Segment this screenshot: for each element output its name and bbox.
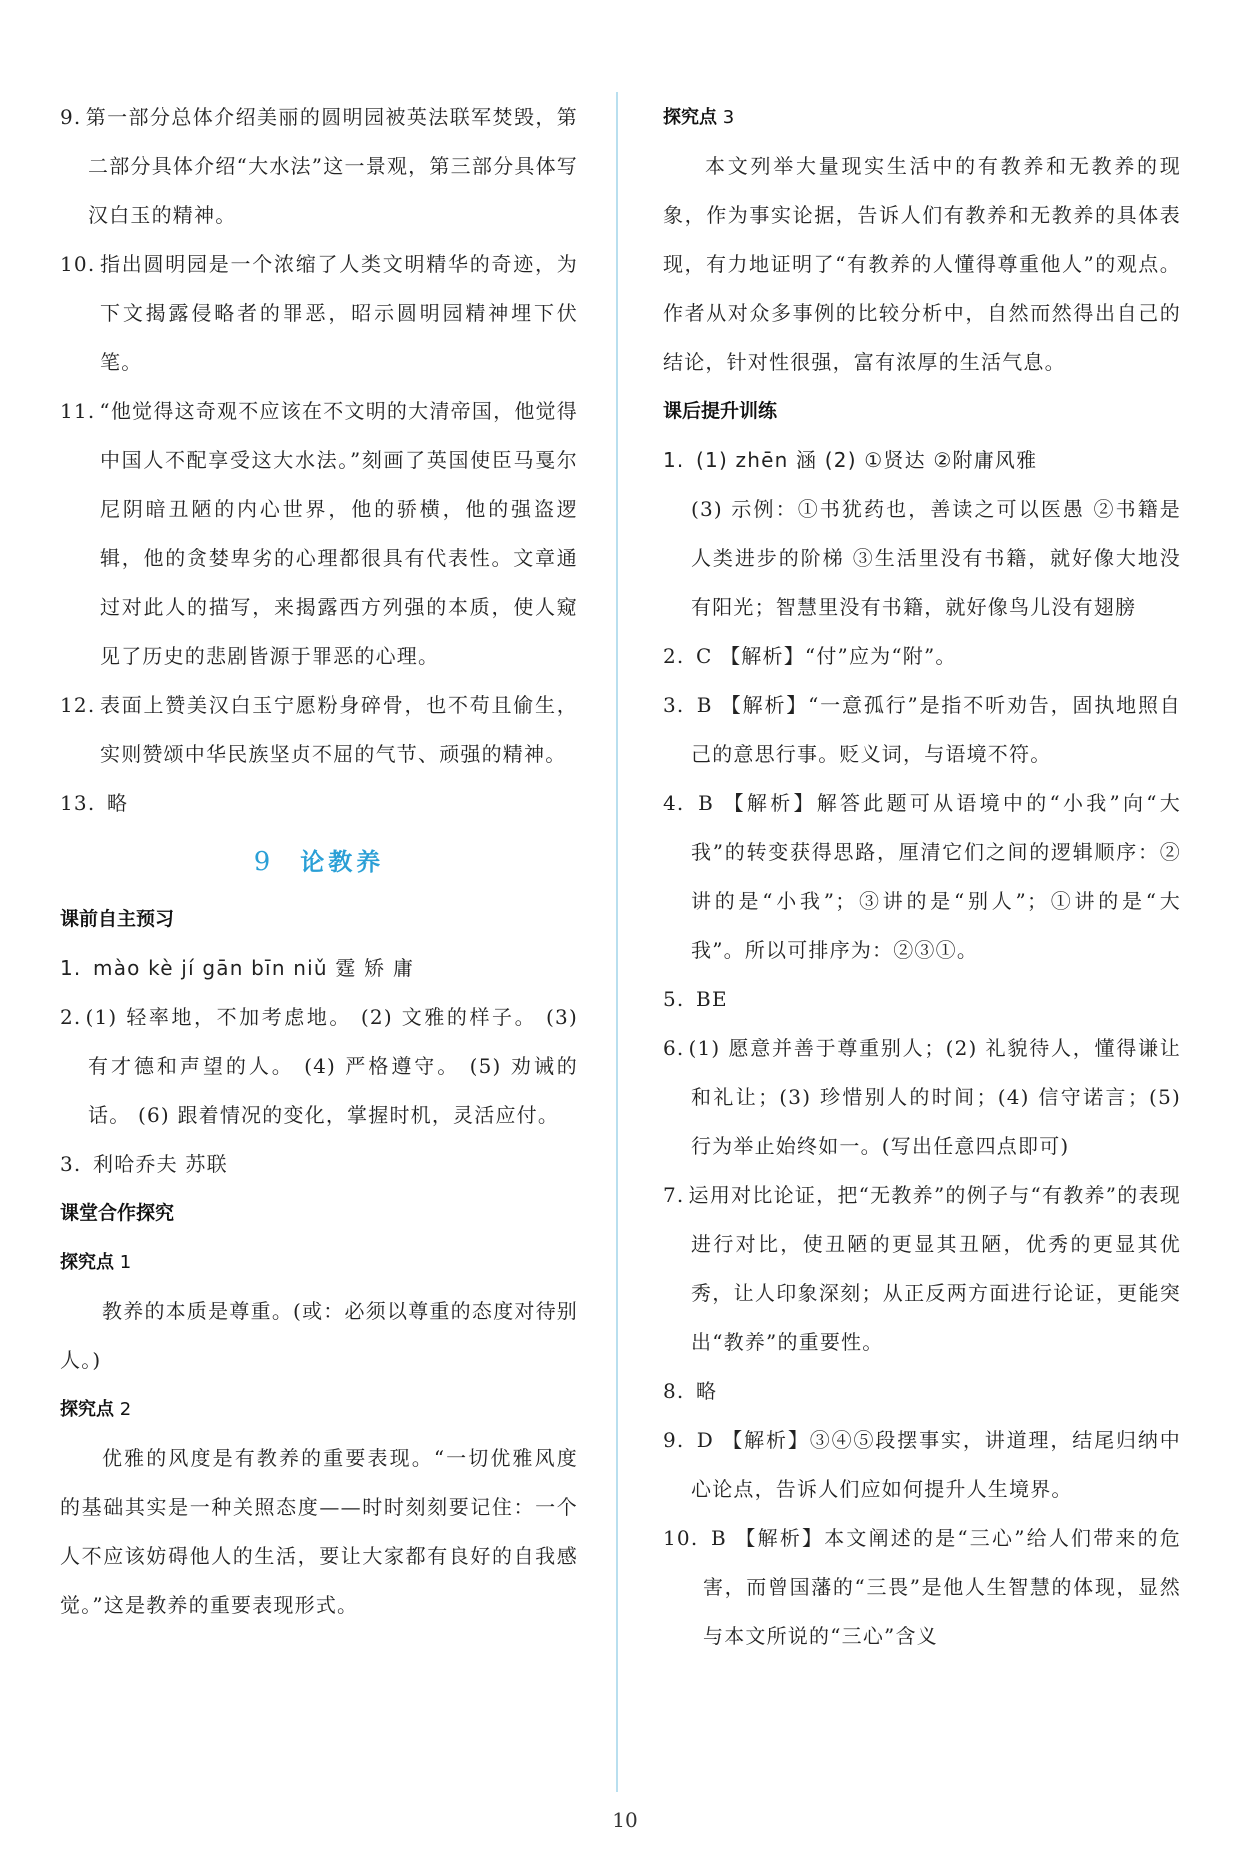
lesson-number: 9 (253, 847, 271, 877)
left-column (60, 93, 578, 1630)
answer-13: 13. 略 (60, 791, 129, 815)
after-answer-2: 2. C 【解析】“付”应为“附”。 (663, 644, 957, 668)
after-answer-4: 4. B 【解析】解答此题可从语境中的“小我”向“大我”的转变获得思路，厘清它们之间的逻辑顺序：②讲的是“小我”；③讲的是“别人”；①讲的是“大我”。所以可排序为：②③①。 (663, 791, 1181, 962)
answer-12: 12. 表面上赞美汉白玉宁愿粉身碎骨，也不苟且偷生，实则赞颂中华民族坚贞不屈的气节、顽强的精神。 (60, 693, 578, 766)
answer-10: 10. 指出圆明园是一个浓缩了人类文明精华的奇迹，为下文揭露侵略者的罪恶，昭示圆明园精神埋下伏笔。 (60, 252, 578, 374)
right-column (663, 93, 1181, 1661)
preview-answer-2: 2. (1) 轻率地，不加考虑地。 (2) 文雅的样子。 (3) 有才德和声望的人。 (4) 严格遵守。 (5) 劝诫的话。 (6) 跟着情况的变化，掌握时机，灵活应付。 (60, 1005, 578, 1127)
after-answer-10: 10. B 【解析】本文阐述的是“三心”给人们带来的危害，而曾国藩的“三畏”是他人生智慧的体现，显然与本文所说的“三心”含义 (663, 1526, 1181, 1648)
explore-point-2-text: 优雅的风度是有教养的重要表现。“一切优雅风度的基础其实是一种关照态度——时时刻刻要记住：一个人不应该妨碍他人的生活，要让大家都有良好的自我感觉。”这是教养的重要表现形式。 (60, 1446, 578, 1617)
page-number: 10 (612, 1808, 638, 1832)
column-divider (616, 92, 618, 1792)
after-class-heading: 课后提升训练 (663, 400, 778, 422)
after-answer-5: 5. BE (663, 987, 728, 1011)
after-answer-1: 1. (1) zhēn 涵 (2) ①贤达 ②附庸风雅 (663, 448, 1038, 472)
explore-heading: 课堂合作探究 (60, 1202, 175, 1224)
explore-point-1-text: 教养的本质是尊重。(或：必须以尊重的态度对待别人。) (60, 1299, 578, 1372)
after-answer-9: 9. D 【解析】③④⑤段摆事实，讲道理，结尾归纳中心论点，告诉人们应如何提升人生境界。 (663, 1428, 1181, 1501)
after-answer-7: 7. 运用对比论证，把“无教养”的例子与“有教养”的表现进行对比，使丑陋的更显其丑陋，优秀的更显其优秀，让人印象深刻；从正反两方面进行论证，更能突出“教养”的重要性。 (663, 1183, 1181, 1354)
after-answer-6: 6. (1) 愿意并善于尊重别人；(2) 礼貌待人，懂得谦让和礼让；(3) 珍惜别人的时间；(4) 信守诺言；(5) 行为举止始终如一。(写出任意四点即可) (663, 1036, 1181, 1158)
preview-answer-1: 1. mào kè jí gān bīn niǔ 霆 矫 庸 (60, 956, 415, 980)
after-answer-1-part3: (3) 示例：①书犹药也，善读之可以医愚 ②书籍是人类进步的阶梯 ③生活里没有书籍，就好像大地没有阳光；智慧里没有书籍，就好像鸟儿没有翅膀 (691, 497, 1181, 619)
after-answer-8: 8. 略 (663, 1379, 718, 1403)
answer-9: 9. 第一部分总体介绍美丽的圆明园被英法联军焚毁，第二部分具体介绍“大水法”这一景观，第三部分具体写汉白玉的精神。 (60, 105, 578, 227)
lesson-title (60, 832, 578, 895)
explore-point-2-label: 探究点 2 (60, 1399, 132, 1420)
explore-point-3-text: 本文列举大量现实生活中的有教养和无教养的现象，作为事实论据，告诉人们有教养和无教养的具体表现，有力地证明了“有教养的人懂得尊重他人”的观点。作者从对众多事例的比较分析中，自然而然得出自己的结论，针对性很强，富有浓厚的生活气息。 (663, 154, 1181, 374)
explore-point-3-label: 探究点 3 (663, 107, 735, 128)
preview-answer-3: 3. 利哈乔夫 苏联 (60, 1152, 228, 1176)
preview-heading: 课前自主预习 (60, 908, 175, 930)
answer-11: 11. “他觉得这奇观不应该在不文明的大清帝国，他觉得中国人不配享受这大水法。”刻画了英国使臣马戛尔尼阴暗丑陋的内心世界，他的骄横，他的强盗逻辑，他的贪婪卑劣的心理都很具有代表性。文章通过对此人的描写，来揭露西方列强的本质，使人窥见了历史的悲剧皆源于罪恶的心理。 (60, 399, 578, 668)
after-answer-3: 3. B 【解析】“一意孤行”是指不听劝告，固执地照自己的意思行事。贬义词，与语境不符。 (663, 693, 1181, 766)
explore-point-1-label: 探究点 1 (60, 1252, 132, 1273)
lesson-name: 论教养 (300, 848, 385, 876)
